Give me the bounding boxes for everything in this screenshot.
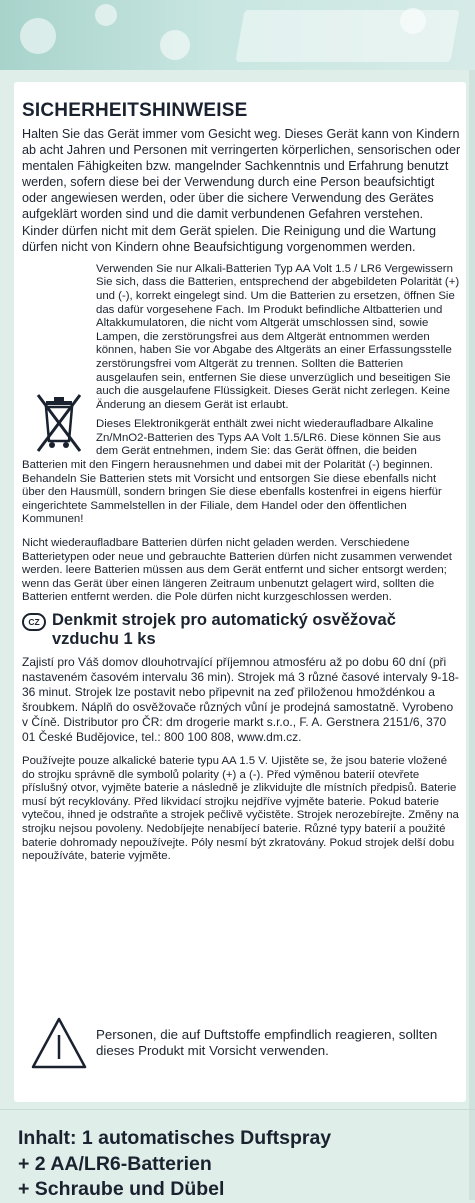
warning-box bbox=[14, 1015, 466, 1101]
bubble-decoration bbox=[95, 4, 117, 26]
bubble-decoration bbox=[20, 18, 56, 54]
box-edge bbox=[469, 70, 475, 1200]
battery-section bbox=[22, 263, 462, 605]
warning-triangle-icon bbox=[30, 1015, 88, 1071]
contents-line-2: + 2 AA/LR6-Batterien bbox=[18, 1152, 212, 1175]
contents-block bbox=[18, 1126, 463, 1203]
contents-line-3: + Schraube und Dübel bbox=[18, 1178, 225, 1200]
czech-title: Denkmit strojek pro automatický osvěžovač vzduchu 1 ks bbox=[52, 611, 396, 648]
cz-country-badge: CZ bbox=[22, 613, 46, 631]
contents-line-1: Inhalt: 1 automatisches Duftspray bbox=[18, 1127, 332, 1149]
battery-text: Verwenden Sie nur Alkali-Batterien Typ AA Volt 1.5 / LR6 Vergewissern Sie sich, dass die Batterien, entsprechend der abgebildeten Polarität (+) und (-), korrekt eingelegt sind. Um die Batterien zu ersetzen, öffnen Sie das dafür vorgesehene Fach. Im Produkt befindliche Altbatterien und Altakkumulatoren, die nicht vom Altgerät umschlossen sind, sowie Lampen, die zerstörungsfrei aus dem Altgerät entnommen werden können, haben Sie vor Abgabe des Altgeräts an einer Erfassungsstelle zerstörungsfrei vom Altgerät zu trennen. Sollten die Batterien ausgelaufen sein, entfernen Sie diese unverzüglich und beseitigen Sie auch die ausgelaufene Flüssigkeit. Dieses Gerät nicht zerlegen. Keine Änderung an diesem Gerät ist erlaubt. bbox=[96, 262, 460, 411]
czech-battery-text: Používejte pouze alkalické baterie typu AA 1.5 V. Ujistěte se, že jsou baterie vložené do strojku správně dle symbolů polarity (+) a (-). Před výměnou baterií otevřete příslušný otvor, vyjměte baterie a následně je zlikvidujte dle místních předpisů. Baterie musí být recyklovány. Před likvidací strojku nejdříve vyjměte baterie. Pokud baterie vytečou, ihned je odstraňte a strojek pečlivě vyčistěte. Strojek nerozebírejte. Změny na strojku nejsou povoleny. Nedobíjejte nenabíjecí baterie. Různé typy baterií a použité baterie dohromady nepoužívejte. Póly nesmí být zkratovány. Pokud strojek delší dobu nepoužíváte, baterie vyjměte. bbox=[22, 755, 459, 863]
crossed-out-bin-icon bbox=[32, 391, 86, 457]
disposal-text: Behandeln Sie Batterien stets mit Vorsicht und entsorgen Sie diese ebenfalls nicht über den Hausmüll, sondern bringen Sie diese ebenfalls kostenfrei in eigens hierfür eingerichtete Sammelstellen in der Filiale, dem Handel oder den öffentlichen Kommunen! bbox=[22, 472, 442, 526]
bubble-decoration bbox=[160, 30, 190, 60]
safety-title: SICHERHEITSHINWEISE bbox=[22, 100, 248, 121]
package-top-artwork bbox=[0, 0, 475, 70]
czech-heading-row bbox=[22, 611, 462, 649]
czech-description: Zajistí pro Váš domov dlouhotrvající příjemnou atmosféru až po dobu 60 dní (při nastaveném časovém intervalu 36 min). Strojek má 3 různé časové intervaly 9-18-36 minut. Strojek lze postavit nebo připevnit na zeď přiloženou hmoždénkou a šroubkem. Náplň do osvěžovače různých vůní je prodejná samostatně. Vyrobeno v Číně. Distributor pro ČR: dm drogerie markt s.r.o., F. A. Gerstnera 2151/6, 370 01 České Budějovice, tel.: 800 100 808, www.dm.cz. bbox=[22, 655, 459, 744]
warning-text: Personen, die auf Duftstoffe empfindlich reagieren, sollten dieses Produkt mit Vorsicht verwenden. bbox=[96, 1027, 438, 1058]
section-divider bbox=[0, 1109, 475, 1110]
recharge-text: Nicht wiederaufladbare Batterien dürfen nicht geladen werden. Verschiedene Batterietypen oder neue und gebrauchte Batterien dürfen nicht zusammen verwendet werden. leere Batterien müssen aus dem Gerät entfernt und sicher entsorgt werden; wenn das Gerät über einen längeren Zeitraum unbenutzt gelagert wird, sollten die Batterien entfernt werden. die Pole dürfen nicht kurzgeschlossen werden. bbox=[22, 537, 452, 604]
info-panel bbox=[14, 82, 466, 1102]
rotated-label-artwork bbox=[235, 10, 459, 62]
electronics-text: Dieses Elektronikgerät enthält zwei nicht wiederaufladbare Alkaline Zn/MnO2-Batterien des Typs AA Volt 1.5/LR6. Diese können Sie aus dem Gerät entnehmen, indem Sie: das Gerät öffnen, die beiden Batterien mit den Fingern herausnehmen und dabei mit der Polarität (-) beginnen. bbox=[22, 418, 441, 472]
safety-intro: Halten Sie das Gerät immer vom Gesicht weg. Dieses Gerät kann von Kindern ab acht Jahren und Personen mit verringerten körperlichen, sensorischen oder mentalen Fähigkeiten bzw. mangelnder Sachkenntnis und Erfahrung benutzt werden, sofern diese bei der Verwendung durch eine Person beaufsichtigt oder angewiesen werden, oder über die sichere Verwendung des Gerätes aufgeklärt worden sind und die damit verbundenen Gefahren verstehen. Kinder dürfen nicht mit dem Gerät spielen. Die Reinigung und die Wartung dürfen nicht von Kindern ohne Beaufsichtigung vorgenommen werden. bbox=[22, 127, 461, 254]
